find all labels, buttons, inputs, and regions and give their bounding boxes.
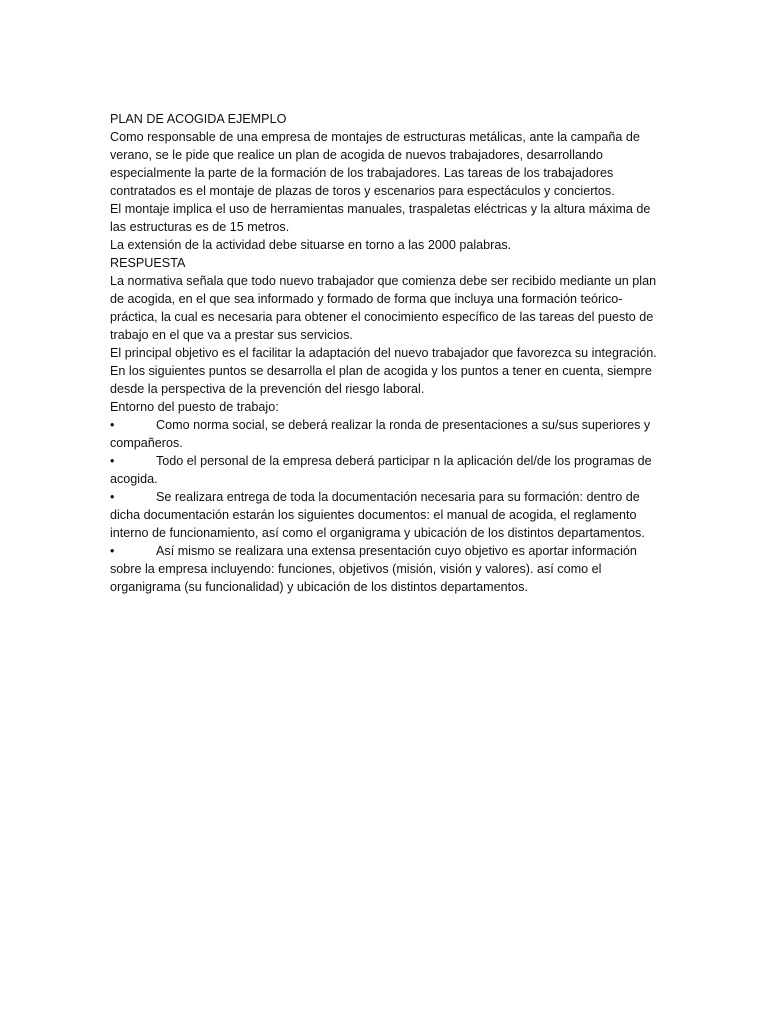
section-heading: Entorno del puesto de trabajo:: [110, 400, 279, 414]
intro-paragraph-1: Como responsable de una empresa de montajes de estructuras metálicas, ante la campaña de verano, se le pide que realice un plan de acogida de nuevos trabajadores, desarrollando especialmente la parte de la formación de los trabajadores. Las tareas de los trabajadores contratados es el montaje de plazas de toros y escenarios para espectáculos y conciertos.: [110, 130, 640, 198]
bullet-symbol: •: [110, 544, 115, 558]
bullet-symbol: •: [110, 418, 115, 432]
bullet-item-4: [110, 542, 658, 596]
bullet-item-1: [110, 416, 658, 452]
bullet-text: Todo el personal de la empresa deberá participar n la aplicación del/de los programas de acogida.: [110, 454, 652, 486]
intro-paragraph-2: El montaje implica el uso de herramientas manuales, traspaletas eléctricas y la altura máxima de las estructuras es de 15 metros.: [110, 202, 651, 234]
bullet-symbol: •: [110, 490, 115, 504]
bullet-symbol: •: [110, 454, 115, 468]
response-paragraph-2: El principal objetivo es el facilitar la adaptación del nuevo trabajador que favorezca su integración. En los siguientes puntos se desarrolla el plan de acogida y los puntos a tener en cuenta, siempre desde la perspectiva de la prevención del riesgo laboral.: [110, 346, 657, 396]
intro-paragraph-3: La extensión de la actividad debe situarse en torno a las 2000 palabras.: [110, 238, 512, 252]
response-heading: RESPUESTA: [110, 256, 186, 270]
bullet-item-3: [110, 488, 658, 542]
bullet-text: Así mismo se realizara una extensa presentación cuyo objetivo es aportar información sobre la empresa incluyendo: funciones, objetivos (misión, visión y valores). así como el organigrama (su funcionalidad) y ubicación de los distintos departamentos.: [110, 544, 637, 594]
bullet-item-2: [110, 452, 658, 488]
response-paragraph-1: La normativa señala que todo nuevo trabajador que comienza debe ser recibido mediante un plan de acogida, en el que sea informado y formado de forma que incluya una formación teórico-práctica, la cual es necesaria para obtener el conocimiento específico de las tareas del puesto de trabajo en el que va a prestar sus servicios.: [110, 274, 657, 342]
bullet-text: Como norma social, se deberá realizar la ronda de presentaciones a su/sus superiores y compañeros.: [110, 418, 651, 450]
bullet-text: Se realizara entrega de toda la documentación necesaria para su formación: dentro de dicha documentación estarán los siguientes documentos: el manual de acogida, el reglamento interno de funcionamiento, así como el organigrama y ubicación de los distintos departamentos.: [110, 490, 645, 540]
document-body: [110, 110, 658, 596]
document-title: PLAN DE ACOGIDA EJEMPLO: [110, 112, 287, 126]
